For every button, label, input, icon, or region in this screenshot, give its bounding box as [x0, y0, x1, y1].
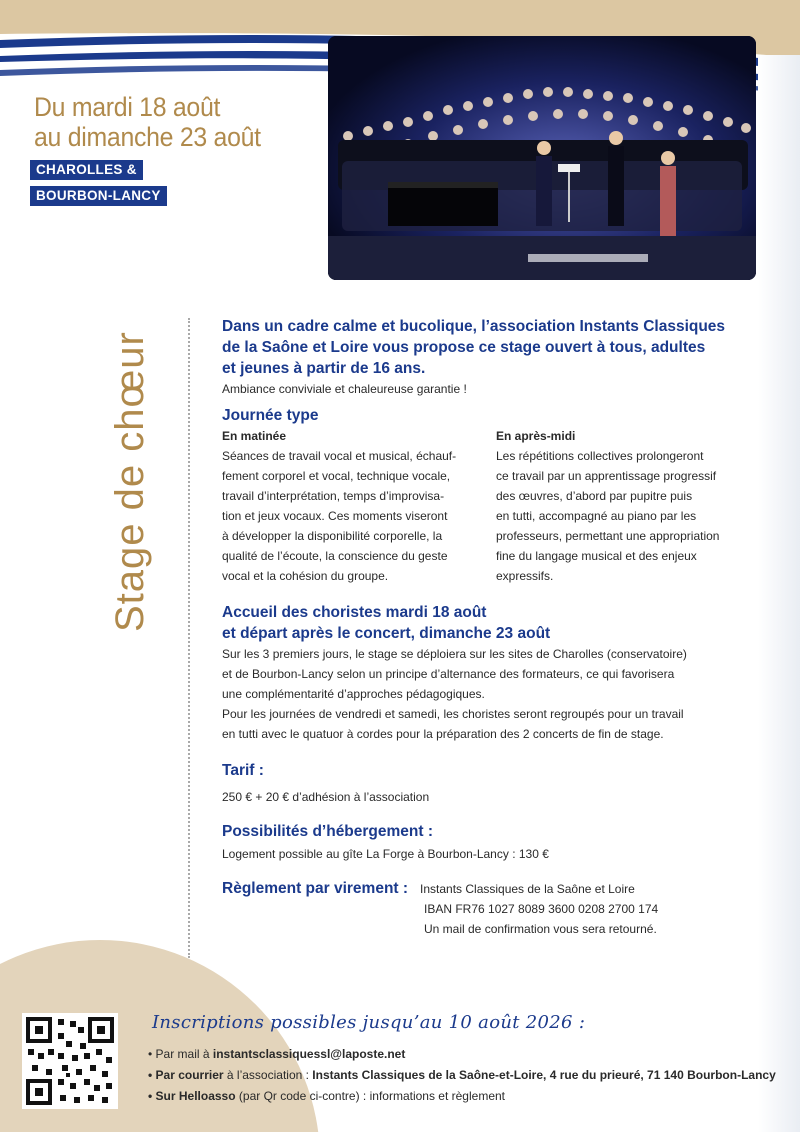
journee-title: Journée type [222, 407, 319, 424]
apres-midi-title: En après-midi [496, 429, 576, 443]
hebergement-title: Possibilités d’hébergement : [222, 823, 434, 840]
choir-concert-photo [328, 36, 756, 280]
journee-columns [222, 426, 752, 586]
intro-line-2: de la Saône et Loire vous propose ce stage ouvert à tous, adultes [222, 339, 706, 356]
courrier-prefix: • Par courrier [148, 1068, 224, 1082]
matinee-line: tion et jeux vocaux. Ces moments viseront [222, 509, 448, 523]
mail-link[interactable]: instantsclassiquessl@laposte.net [212, 1047, 406, 1061]
helloasso-prefix: • Sur Helloasso [148, 1089, 236, 1103]
apres-midi-line: ce travail par un apprentissage progressif [496, 469, 717, 483]
accueil-title-2: et départ après le concert, dimanche 23 août [222, 625, 551, 642]
matinee-title: En matinée [222, 429, 287, 443]
inscription-courrier [148, 1066, 776, 1085]
hebergement-text: Logement possible au gîte La Forge à Bourbon-Lancy : 130 € [222, 847, 549, 861]
place-badge-bourbon: BOURBON-LANCY [30, 186, 167, 206]
matinee-line: Séances de travail vocal et musical, échauf- [222, 449, 457, 463]
reglement-title: Règlement par virement : [222, 880, 409, 897]
accueil-line: et de Bourbon-Lancy selon un principe d’alternance des formateurs, ce qui favorisera [222, 667, 675, 681]
apres-midi-line: en tutti, accompagné au piano par les [496, 509, 697, 523]
intro-line-3: et jeunes à partir de 16 ans. [222, 360, 426, 377]
apres-midi-line: fine du langage musical et des enjeux [496, 549, 697, 563]
inscription-helloasso [148, 1087, 505, 1106]
helloasso-text: (par Qr code ci-contre) : informations et règlement [235, 1089, 505, 1103]
tarif-title: Tarif : [222, 762, 264, 779]
mail-prefix: • Par mail à [148, 1047, 213, 1061]
dotted-divider [188, 318, 190, 958]
matinee-column [222, 426, 472, 586]
intro-line-1: Dans un cadre calme et bucolique, l’association Instants Classiques [222, 318, 726, 335]
apres-midi-line: professeurs, permettant une appropriation [496, 529, 720, 543]
reglement-block [222, 878, 752, 940]
apres-midi-line: Les répétitions collectives prolongeront [496, 449, 704, 463]
matinee-line: travail d’interprétation, temps d’improvisa- [222, 489, 445, 503]
tarif-text: 250 € + 20 € d’adhésion à l’association [222, 790, 430, 804]
accueil-line: en tutti avec le quatuor à cordes pour la préparation des 2 concerts de fin de stage. [222, 727, 664, 741]
matinee-line: fement corporel et vocal, technique vocale, [222, 469, 451, 483]
inscription-mail [148, 1045, 405, 1064]
accueil-line: une complémentarité d’approches pédagogiques. [222, 687, 485, 701]
matinee-line: à développer la disponibilité corporelle, la [222, 529, 443, 543]
qr-code[interactable] [22, 1013, 118, 1109]
apres-midi-line: expressifs. [496, 569, 554, 583]
iban-text: IBAN FR76 1027 8089 3600 0208 2700 174 [424, 902, 659, 916]
ambiance-text: Ambiance conviviale et chaleureuse garantie ! [222, 382, 467, 396]
accueil-line: Sur les 3 premiers jours, le stage se déploiera sur les sites de Charolles (conservatoire) [222, 647, 687, 661]
date-line-2: au dimanche 23 août [34, 122, 261, 152]
matinee-line: vocal et la cohésion du groupe. [222, 569, 389, 583]
side-title: Stage de chœur [108, 331, 152, 632]
accueil-line: Pour les journées de vendredi et samedi, les choristes seront regroupés pour un travail [222, 707, 684, 721]
courrier-mid: à l’association : [223, 1068, 313, 1082]
reglement-line-3: Un mail de confirmation vous sera retourné. [424, 922, 657, 936]
apres-midi-column [496, 426, 746, 586]
event-dates [34, 92, 261, 152]
right-edge-shade [758, 55, 800, 1132]
inscriptions-title: Inscriptions possibles jusqu’au 10 août 2026 : [152, 1012, 586, 1033]
date-line-1: Du mardi 18 août [34, 92, 221, 122]
apres-midi-line: des œuvres, d’abord par pupitre puis [496, 489, 693, 503]
reglement-line-1: Instants Classiques de la Saône et Loire [420, 882, 635, 896]
main-content [222, 316, 752, 940]
accueil-title-1: Accueil des choristes mardi 18 août [222, 604, 487, 621]
matinee-line: qualité de l’écoute, la conscience du geste [222, 549, 448, 563]
place-badge-charolles: CHAROLLES & [30, 160, 143, 180]
courrier-address: Instants Classiques de la Saône-et-Loire, 4 rue du prieuré, 71 140 Bourbon-Lancy [312, 1068, 776, 1082]
